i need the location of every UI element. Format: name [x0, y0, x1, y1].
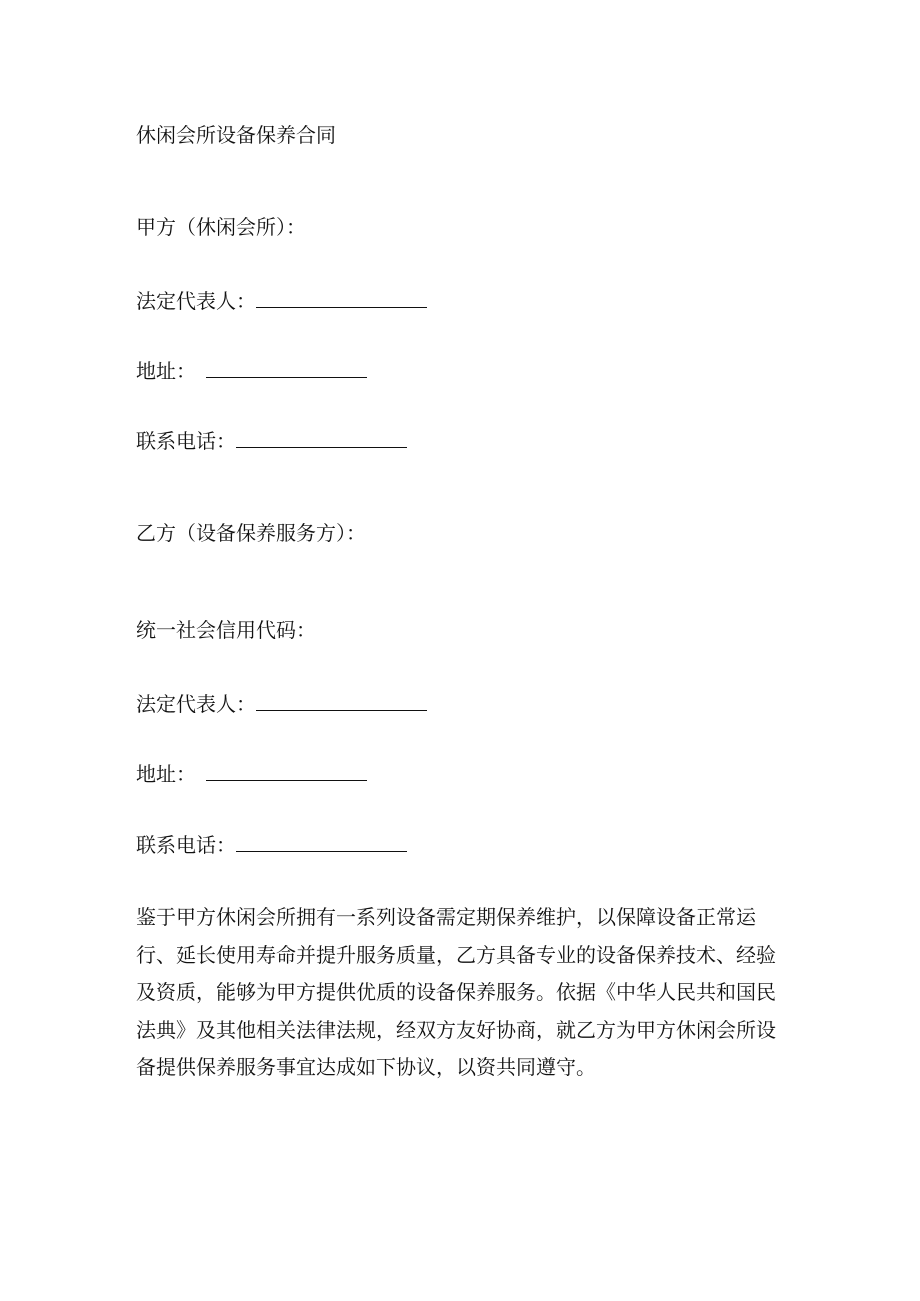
party-b-address-blank — [206, 762, 367, 781]
party-b-legal-rep — [136, 692, 427, 716]
party-b-address-label: 地址： — [136, 762, 196, 786]
party-a-address-blank — [206, 359, 367, 378]
party-a-legal-rep — [136, 289, 427, 313]
preamble-line: 及资质，能够为甲方提供优质的设备保养服务。依据《中华人民共和国民 — [136, 980, 776, 1005]
party-a-legal-rep-label: 法定代表人： — [136, 289, 256, 313]
party-b-address — [136, 762, 367, 786]
party-a-address — [136, 359, 367, 383]
party-b-heading: 乙方（设备保养服务方）： — [136, 521, 366, 545]
preamble-line: 法典》及其他相关法律法规，经双方友好协商，就乙方为甲方休闲会所设 — [136, 1017, 776, 1042]
party-a-phone-blank — [236, 429, 407, 448]
document-title: 休闲会所设备保养合同 — [136, 123, 336, 147]
party-b-phone-label: 联系电话： — [136, 833, 236, 857]
preamble-line: 行、延长使用寿命并提升服务质量，乙方具备专业的设备保养技术、经验 — [136, 942, 776, 967]
party-a-phone-label: 联系电话： — [136, 429, 236, 453]
party-b-credit-code: 统一社会信用代码： — [136, 618, 316, 642]
preamble-paragraph — [136, 899, 786, 1087]
party-b-phone-blank — [236, 833, 407, 852]
preamble-line: 备提供保养服务事宜达成如下协议，以资共同遵守。 — [136, 1055, 596, 1080]
party-a-legal-rep-blank — [256, 289, 427, 308]
party-a-heading: 甲方（休闲会所）： — [136, 215, 306, 239]
party-b-legal-rep-blank — [256, 692, 427, 711]
party-b-legal-rep-label: 法定代表人： — [136, 692, 256, 716]
preamble-line: 鉴于甲方休闲会所拥有一系列设备需定期保养维护，以保障设备正常运 — [136, 905, 756, 929]
party-b-phone — [136, 833, 407, 857]
party-a-address-label: 地址： — [136, 359, 196, 383]
party-a-phone — [136, 429, 407, 453]
